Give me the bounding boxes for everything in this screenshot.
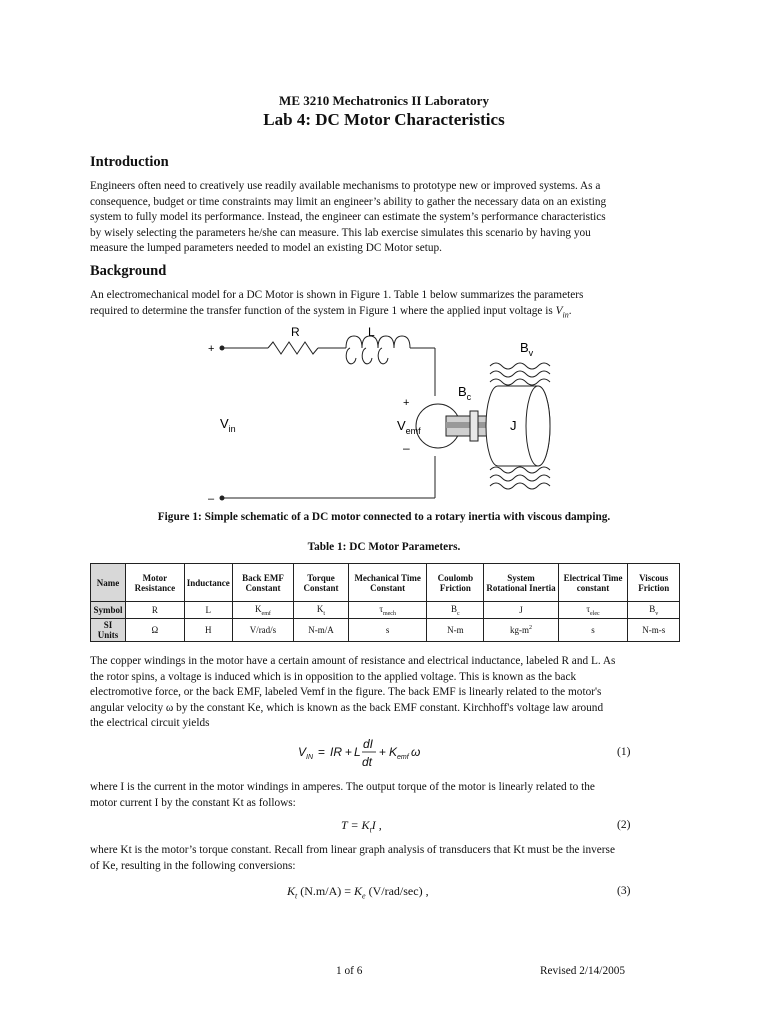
table-cell: L [184,602,232,619]
body-paragraph-2 [90,780,680,811]
svg-text:emf: emf [397,754,409,761]
table-header-cell: Coulomb Friction [427,564,484,602]
body-line: of Ke, resulting in the following conversions: [90,859,296,872]
table-row [91,619,680,642]
table-header-cell: Motor Resistance [126,564,185,602]
intro-line: by wisely selecting the parameters he/she can measure. This lab exercise simulates this scenario by having you [90,226,591,239]
inertia-label: J [510,418,517,433]
svg-text:L: L [354,745,361,759]
svg-text:IR: IR [330,745,342,759]
equation-3-number: (3) [617,885,631,897]
intro-line: system to fully model its performance. Instead, the engineer can estimate the system’s performance characteristics [90,211,606,223]
minus-motor-label: – [403,441,410,455]
equation-1-number: (1) [617,746,631,758]
svg-text:=: = [318,745,326,759]
background-heading: Background [90,263,167,279]
introduction-heading: Introduction [90,154,169,170]
svg-text:+: + [379,745,387,759]
body-line: where I is the current in the motor windings in amperes. The output torque of the motor is linearly related to the [90,781,595,793]
course-title: ME 3210 Mechatronics II Laboratory [279,93,489,108]
table-header-cell: Torque Constant [294,564,349,602]
body-line: motor current I by the constant Kt as follows: [90,796,296,809]
table-row-label: Symbol [91,602,126,619]
table-cell: $K_t$ [294,602,349,619]
table-cell: $B_c$ [427,602,484,619]
bc-label: $B_c$ [458,384,472,402]
table-cell: N-m-s [628,619,680,642]
bv-label: $B_v$ [520,340,534,358]
table-cell: H [184,619,232,642]
svg-text:K: K [389,745,398,759]
equation-2-number: (2) [617,819,631,831]
vin-label: $V_{in}$ [220,416,236,434]
revision-date: Revised 2/14/2005 [540,965,626,977]
minus-bottom-label: – [208,493,215,505]
equation-3: $K_t$ $(N.m/A) = K_e$ (V/rad/sec) , [287,884,429,901]
coulomb-friction-band [470,411,478,441]
table-cell: $K_{emf}$ [232,602,293,619]
table-cell: N-m [427,619,484,642]
table-cell: s [558,619,628,642]
table-header-cell: Name [91,564,126,602]
viscous-damping-wave [490,363,550,369]
terminal-dot [220,346,225,351]
table-row-label: SI Units [91,619,126,642]
table-cell: $kg-m^2$ [484,619,558,642]
table-cell: $\tau_{elec}$ [558,602,628,619]
intro-line: consequence, budget or time constraints may limit an engineer’s ability to gather the necessary data on an existing [90,195,607,208]
body-line: angular velocity ω by the constant Ke, which is known as the back EMF constant. Kirchhoff's voltage law around [90,701,604,714]
intro-line: measure the lumped parameters needed to model an existing DC Motor setup. [90,242,442,254]
body-line: the rotor spins, a voltage is induced which is in opposition to the applied voltage. This is known as the back [90,670,577,683]
terminal-dot [220,496,225,501]
parameters-table [90,563,680,642]
dc-motor-schematic [190,318,590,508]
inductor-symbol [346,336,410,348]
table-cell: $\tau_{mech}$ [348,602,427,619]
table-header-cell: Viscous Friction [628,564,680,602]
body-paragraph-3 [90,843,680,874]
table-header-cell: Back EMF Constant [232,564,293,602]
table-cell: N-m/A [294,619,349,642]
background-line: An electromechanical model for a DC Motor is shown in Figure 1. Table 1 below summarizes the parameters [90,289,584,301]
equation-1 [296,736,476,770]
svg-text:V: V [298,745,307,759]
table-row [91,602,680,619]
resistor-label: R [291,325,300,339]
table-cell: R [126,602,185,619]
inductor-label: L [368,325,375,339]
viscous-damping-wave [490,467,550,473]
lab-title: Lab 4: DC Motor Characteristics [263,110,505,129]
table-cell: V/rad/s [232,619,293,642]
page-number: 1 of 6 [336,965,363,977]
table-header-cell: System Rotational Inertia [484,564,558,602]
svg-text:dt: dt [362,755,373,769]
table-header-cell: Electrical Time constant [558,564,628,602]
plus-motor-label: + [403,397,410,409]
plus-top-label: + [208,343,215,355]
svg-text:dI: dI [363,737,374,751]
table-cell: J [484,602,558,619]
body-line: where Kt is the motor’s torque constant. Recall from linear graph analysis of transducers that Kt must be the inverse [90,844,615,856]
body-line: The copper windings in the motor have a certain amount of resistance and electrical inductance, labeled R and L. As [90,655,616,667]
table-header-cell: Mechanical Time Constant [348,564,427,602]
svg-text:IN: IN [306,754,313,761]
table-cell: Ω [126,619,185,642]
figure-caption: Figure 1: Simple schematic of a DC motor connected to a rotary inertia with viscous damping. [157,511,611,523]
equation-2: $T = K_tI$ , [341,818,382,835]
body-line: electromotive force, or the back EMF, labeled Vemf in the figure. The back EMF is linearly related to the motor's [90,686,602,698]
introduction-paragraph [90,179,680,257]
body-line: the electrical circuit yields [90,717,210,729]
background-line: required to determine the transfer function of the system in Figure 1 where the applied input voltage is $V_{in}$. [90,304,572,319]
table-caption: Table 1: DC Motor Parameters. [307,541,461,553]
table-cell: $B_v$ [628,602,680,619]
intro-line: Engineers often need to creatively use readily available mechanisms to prototype new or improved systems. As a [90,180,601,192]
table-header-row [91,564,680,602]
svg-text:+: + [345,745,353,759]
resistor-symbol [268,342,318,354]
table-header-cell: Inductance [184,564,232,602]
svg-text:ω: ω [411,745,421,759]
body-paragraph-1 [90,654,680,732]
vemf-label: $V_{emf}$ [397,418,421,436]
table-cell: s [348,619,427,642]
